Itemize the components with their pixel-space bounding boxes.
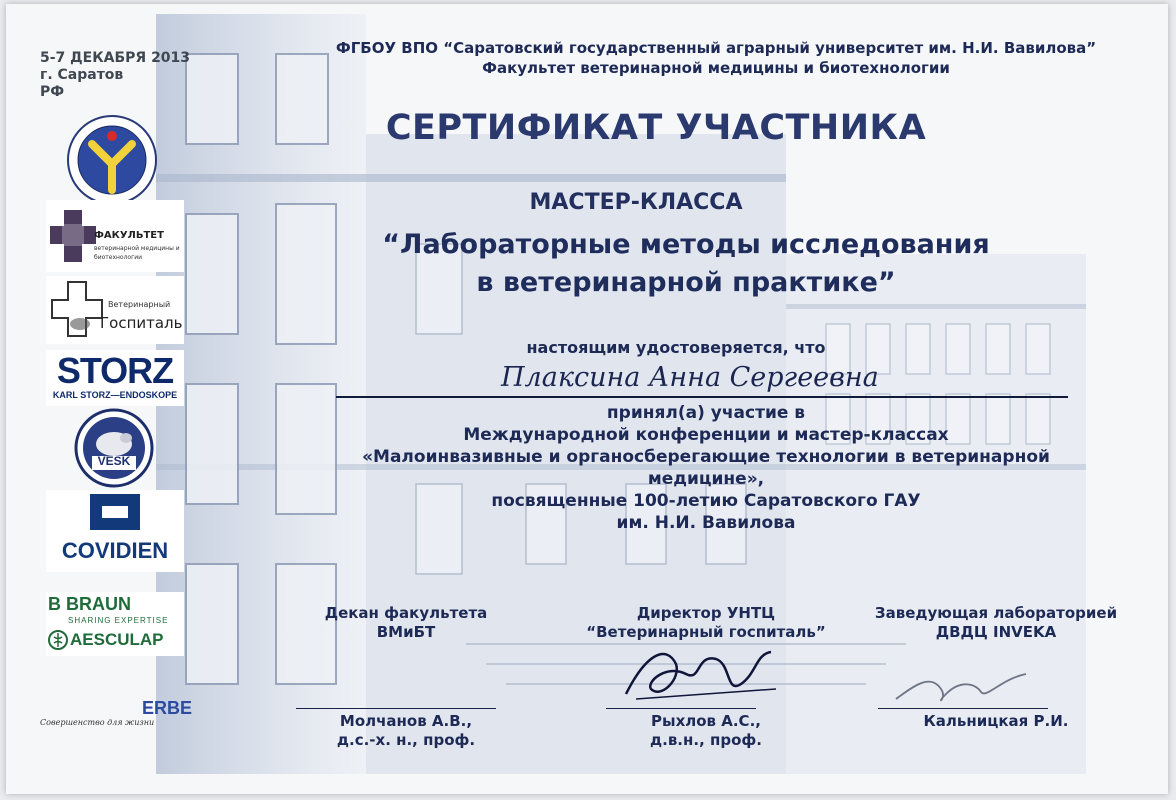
participated-line: принял(а) участие в	[606, 403, 806, 423]
name-underline	[336, 396, 1068, 398]
participant-name: Плаксина Анна Сергеевна	[501, 362, 879, 393]
signature-3-title-line-1: Заведующая лабораторией	[874, 604, 1118, 622]
topic-line-1: “Лабораторные методы исследования	[382, 229, 990, 260]
faculty-logo	[46, 200, 184, 272]
vesk-wordmark: VESK	[97, 454, 131, 468]
faculty-line: Факультет ветеринарной медицины и биотехнологии	[482, 59, 950, 77]
vesk-logo	[74, 408, 154, 488]
covidien-logo	[46, 490, 184, 572]
erbe-wordmark: ERBE	[142, 698, 193, 718]
certificate-title: СЕРТИФИКАТ УЧАСТНИКА	[385, 108, 927, 148]
event-dates: 5-7 ДЕКАБРЯ 2013	[40, 50, 191, 66]
master-class-topic	[306, 226, 1066, 302]
signature-3-name-line-1: Кальницкая Р.И.	[923, 712, 1069, 730]
faculty-logo-sub1: ветеринарной медицины и	[94, 245, 180, 252]
university-seal-logo	[66, 114, 158, 206]
signature-2-line	[606, 708, 756, 709]
hospital-word-2: Госпиталь	[100, 314, 183, 332]
signature-2-name-line-2: д.в.н., проф.	[650, 731, 762, 749]
bbraun-aesculap-logo	[46, 592, 184, 656]
signature-3-handwritten	[886, 654, 1046, 714]
signature-3-name	[836, 712, 1156, 731]
certificate-subtitle: МАСТЕР-КЛАССА	[529, 190, 743, 215]
theme-line-2: медицине»,	[647, 469, 765, 489]
covidien-mark-icon	[90, 494, 140, 530]
event-city: г. Саратов	[40, 67, 124, 83]
bbraun-tagline: SHARING EXPERTISE	[68, 616, 169, 625]
signature-1-title-line-1: Декан факультета	[324, 604, 488, 622]
dedication-line-2: им. Н.И. Вавилова	[616, 513, 796, 533]
signature-1-name-line-2: д.с.-х. н., проф.	[336, 731, 476, 749]
signature-3-title	[836, 604, 1156, 642]
bbraun-wordmark: B BRAUN	[48, 594, 131, 614]
signature-3-title-line-2: ДВДЦ INVEKA	[935, 623, 1057, 641]
hospital-cross-icon	[50, 280, 104, 338]
event-info	[40, 50, 190, 101]
signature-2-title-line-2: “Ветеринарный госпиталь”	[586, 623, 826, 641]
signature-1-title	[276, 604, 536, 642]
theme-line-1: «Малоинвазивные и органосберегающие технологии в ветеринарной	[362, 447, 1050, 467]
signature-2-title-line-1: Директор УНТЦ	[636, 604, 776, 622]
faculty-logo-title: ФАКУЛЬТЕТ	[94, 230, 164, 241]
hospital-word-1: Ветеринарный	[108, 300, 171, 309]
signature-2-name-line-1: Рыхлов А.С.,	[651, 712, 761, 730]
signature-2-handwritten	[606, 634, 796, 714]
erbe-tagline: Совершенство для жизни	[40, 718, 155, 727]
storz-logo	[46, 350, 184, 406]
aesculap-staff-icon	[48, 630, 68, 650]
participation-text	[306, 402, 1106, 534]
university-line: ФГБОУ ВПО “Саратовский государственный аграрный университет им. Н.И. Вавилова”	[335, 39, 1097, 57]
topic-line-2: в ветеринарной практике”	[476, 267, 896, 298]
signature-1-title-line-2: ВМиБТ	[376, 623, 436, 641]
signature-1-line	[296, 708, 496, 709]
conference-line: Международной конференции и мастер-классах	[463, 425, 949, 445]
covidien-wordmark: COVIDIEN	[61, 538, 169, 563]
certifies-text: настоящим удостоверяется, что	[526, 338, 826, 357]
signature-3-line	[878, 708, 1048, 709]
signature-1-name-line-1: Молчанов А.В.,	[339, 712, 473, 730]
certificate-sheet	[6, 4, 1168, 794]
signature-1-name	[276, 712, 536, 750]
certificate-header	[276, 38, 1156, 78]
veterinary-hospital-logo	[46, 276, 184, 344]
signature-2-name	[546, 712, 866, 750]
event-country: РФ	[40, 84, 65, 100]
aesculap-wordmark: AESCULAP	[70, 630, 164, 649]
storz-subtitle: KARL STORZ—ENDOSKOPE	[52, 390, 178, 400]
storz-wordmark: STORZ	[56, 350, 174, 391]
faculty-cross-icon	[50, 210, 96, 262]
faculty-logo-sub2: биотехнологии	[94, 254, 143, 261]
dedication-line-1: посвященные 100-летию Саратовского ГАУ	[491, 491, 921, 511]
